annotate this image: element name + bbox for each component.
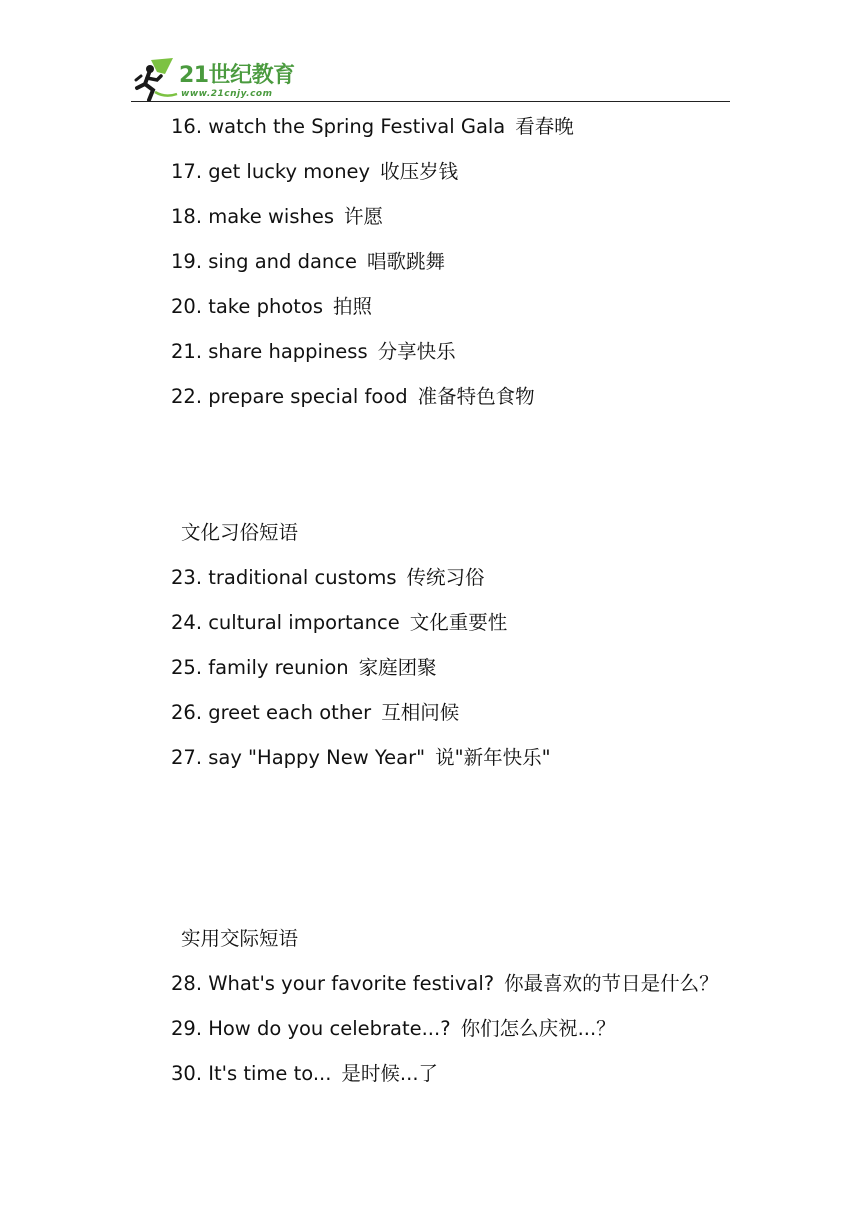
- list-item: [171, 971, 719, 997]
- phrase-en: 16. watch the Spring Festival Gala: [171, 115, 506, 138]
- list-item: [171, 114, 574, 140]
- phrase-cn: 收压岁钱: [380, 160, 459, 183]
- phrase-en: 17. get lucky money: [171, 160, 371, 183]
- list-item: [171, 339, 456, 365]
- list-item: [171, 565, 485, 591]
- phrase-cn: 是时候...了: [341, 1062, 439, 1085]
- phrase-cn: 你最喜欢的节日是什么？: [504, 972, 719, 995]
- runner-icon: [133, 58, 179, 102]
- phrase-cn: 互相问候: [381, 701, 460, 724]
- logo-url: www.21cnjy.com: [181, 89, 273, 99]
- phrase-cn: 分享快乐: [377, 340, 456, 363]
- phrase-cn: 文化重要性: [409, 611, 508, 634]
- list-item: [171, 204, 383, 230]
- phrase-cn: 许愿: [344, 205, 384, 228]
- phrase-en: 25. family reunion: [171, 656, 349, 679]
- list-item: [171, 610, 507, 636]
- logo-text: 21世纪教育: [179, 63, 295, 88]
- phrase-en: 29. How do you celebrate...?: [171, 1017, 451, 1040]
- list-item: [171, 249, 445, 275]
- phrase-cn: 说"新年快乐": [435, 746, 551, 769]
- phrase-en: 23. traditional customs: [171, 566, 397, 589]
- phrase-cn: 拍照: [333, 295, 373, 318]
- phrase-cn: 看春晚: [515, 115, 574, 138]
- list-item: [171, 745, 551, 771]
- header-divider: [131, 101, 730, 102]
- page-header: [0, 0, 860, 110]
- phrase-cn: 唱歌跳舞: [367, 250, 446, 273]
- phrase-en: 28. What's your favorite festival?: [171, 972, 495, 995]
- phrase-en: 18. make wishes: [171, 205, 334, 228]
- logo: [133, 58, 303, 102]
- phrase-cn: 家庭团聚: [358, 656, 437, 679]
- phrase-en: 30. It's time to...: [171, 1062, 332, 1085]
- phrase-en: 21. share happiness: [171, 340, 368, 363]
- phrase-cn: 你们怎么庆祝...？: [460, 1017, 616, 1040]
- list-item: [171, 700, 459, 726]
- list-item: [171, 1016, 616, 1042]
- section-heading-culture: 文化习俗短语: [181, 521, 299, 544]
- section-heading-communication: 实用交际短语: [181, 927, 299, 950]
- phrase-cn: 传统习俗: [406, 566, 485, 589]
- phrase-en: 24. cultural importance: [171, 611, 400, 634]
- list-item: [171, 294, 372, 320]
- phrase-en: 26. greet each other: [171, 701, 372, 724]
- phrase-en: 27. say "Happy New Year": [171, 746, 426, 769]
- list-item: [171, 384, 535, 410]
- list-item: [171, 159, 458, 185]
- list-item: [171, 655, 437, 681]
- phrase-en: 19. sing and dance: [171, 250, 358, 273]
- phrase-cn: 准备特色食物: [417, 385, 535, 408]
- phrase-en: 22. prepare special food: [171, 385, 408, 408]
- phrase-en: 20. take photos: [171, 295, 324, 318]
- list-item: [171, 1061, 438, 1087]
